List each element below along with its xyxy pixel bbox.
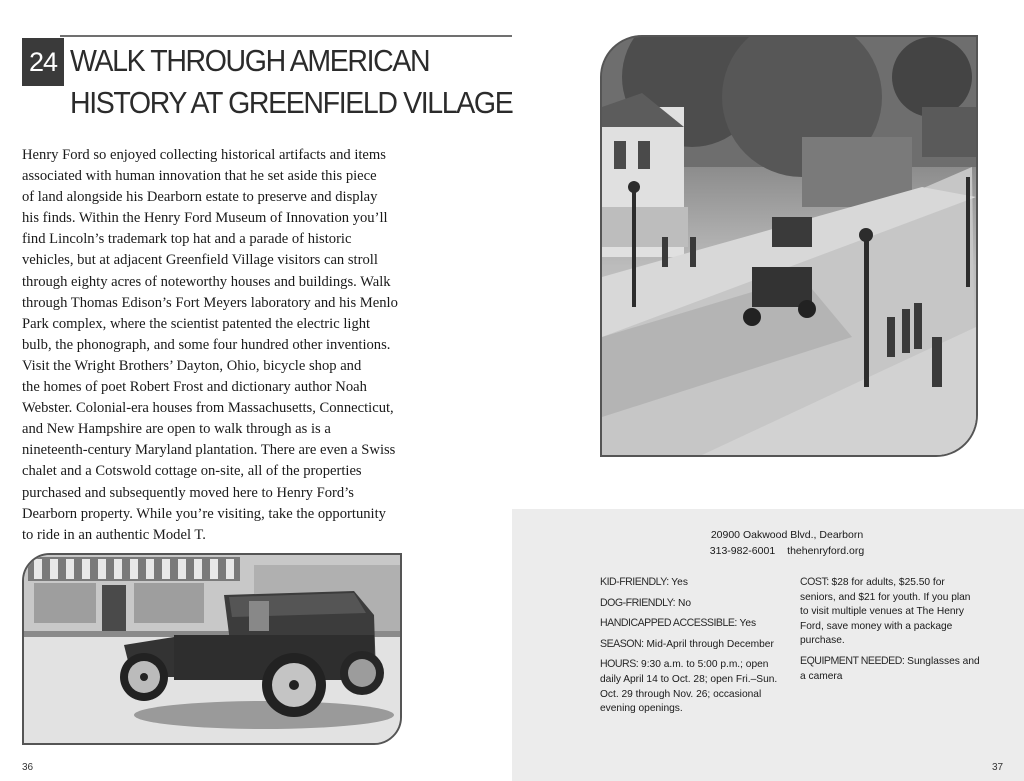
info-value: $28 for adults, $25.50 for seniors, and $21 for youth. If you plan to visit multiple venues at The Henry Ford, save money with a package purchase. <box>800 577 971 647</box>
body-line: nineteenth-century Maryland plantation. There are even a Swiss <box>22 442 396 459</box>
title-line-1: WALK THROUGH AMERICAN <box>70 43 430 78</box>
info-label: KID-FRIENDLY: <box>600 576 669 588</box>
info-label: SEASON: <box>600 637 644 650</box>
visitor-info-box <box>512 509 1024 781</box>
body-line: vehicles, but at adjacent Greenfield Village visitors can stroll <box>22 252 378 269</box>
body-line: Dearborn property. While you’re visiting, take the opportunity <box>22 505 386 522</box>
info-value: Yes <box>736 618 757 630</box>
header-rule <box>60 35 512 37</box>
info-cost <box>800 575 980 649</box>
page-number-right: 37 <box>992 762 1004 773</box>
body-line: bulb, the phonograph, and some four hundred other inventions. <box>22 336 391 353</box>
body-line: Park complex, where the scientist patented the electric light <box>22 315 371 332</box>
body-line: through Thomas Edison’s Fort Meyers laboratory and his Menlo <box>22 294 398 311</box>
info-value: No <box>675 597 691 609</box>
page-number-left: 36 <box>22 762 34 773</box>
info-column-right <box>800 575 980 689</box>
info-dog-friendly <box>600 596 780 612</box>
info-label: EQUIPMENT NEEDED: <box>800 654 905 667</box>
body-line: associated with human innovation that he set aside this piece <box>22 168 377 185</box>
body-paragraph <box>22 145 432 546</box>
info-label: HOURS: <box>600 658 639 671</box>
address: 20900 Oakwood Blvd., Dearborn <box>710 529 864 541</box>
model-t-photo <box>22 553 402 745</box>
info-label: COST: <box>800 576 829 588</box>
phone-number: 313-982-6001 <box>709 545 776 557</box>
chapter-title <box>70 40 513 124</box>
title-line-2: HISTORY AT GREENFIELD VILLAGE <box>70 85 513 120</box>
body-line: Webster. Colonial-era houses from Massachusetts, Connecticut, <box>22 400 394 417</box>
body-line: chalet and a Cotswold cottage on-site, all of the properties <box>22 463 362 480</box>
info-value: 9:30 a.m. to 5:00 p.m.; open daily April 14 to Oct. 28; open Fri.–Sun. Oct. 29 through Nov. 26; occasional evening openings. <box>600 659 778 715</box>
body-line: his finds. Within the Henry Ford Museum of Innovation you’ll <box>22 210 388 227</box>
body-line: and New Hampshire are open to walk through as is a <box>22 421 331 438</box>
info-value: Mid-April through December <box>643 638 774 650</box>
greenfield-village-photo <box>600 35 978 457</box>
contact-line <box>512 545 1024 557</box>
info-equipment-needed <box>800 654 980 684</box>
chapter-number-badge: 24 <box>22 38 64 86</box>
info-label: HANDICAPPED ACCESSIBLE: <box>600 617 737 630</box>
info-value: Yes <box>668 577 688 588</box>
info-value: Sunglasses and a camera <box>800 655 980 682</box>
body-line: Henry Ford so enjoyed collecting historical artifacts and items <box>22 147 386 163</box>
info-season <box>600 637 780 653</box>
info-handicapped-accessible <box>600 616 780 632</box>
body-line: Visit the Wright Brothers’ Dayton, Ohio, bicycle shop and <box>22 357 362 374</box>
info-kid-friendly <box>600 575 780 591</box>
body-line: find Lincoln’s trademark top hat and a parade of historic <box>22 231 352 248</box>
website-link[interactable]: thehenryford.org <box>787 545 865 557</box>
body-line: of land alongside his Dearborn estate to preserve and display <box>22 189 378 206</box>
info-hours <box>600 657 780 716</box>
body-line: through eighty acres of noteworthy houses and buildings. Walk <box>22 273 391 290</box>
body-line: to ride in an authentic Model T. <box>22 526 206 543</box>
body-line: the homes of poet Robert Frost and dictionary author Noah <box>22 379 367 396</box>
body-line: purchased and subsequently moved here to Henry Ford’s <box>22 484 354 501</box>
info-column-left <box>600 575 780 722</box>
info-label: DOG-FRIENDLY: <box>600 596 676 609</box>
